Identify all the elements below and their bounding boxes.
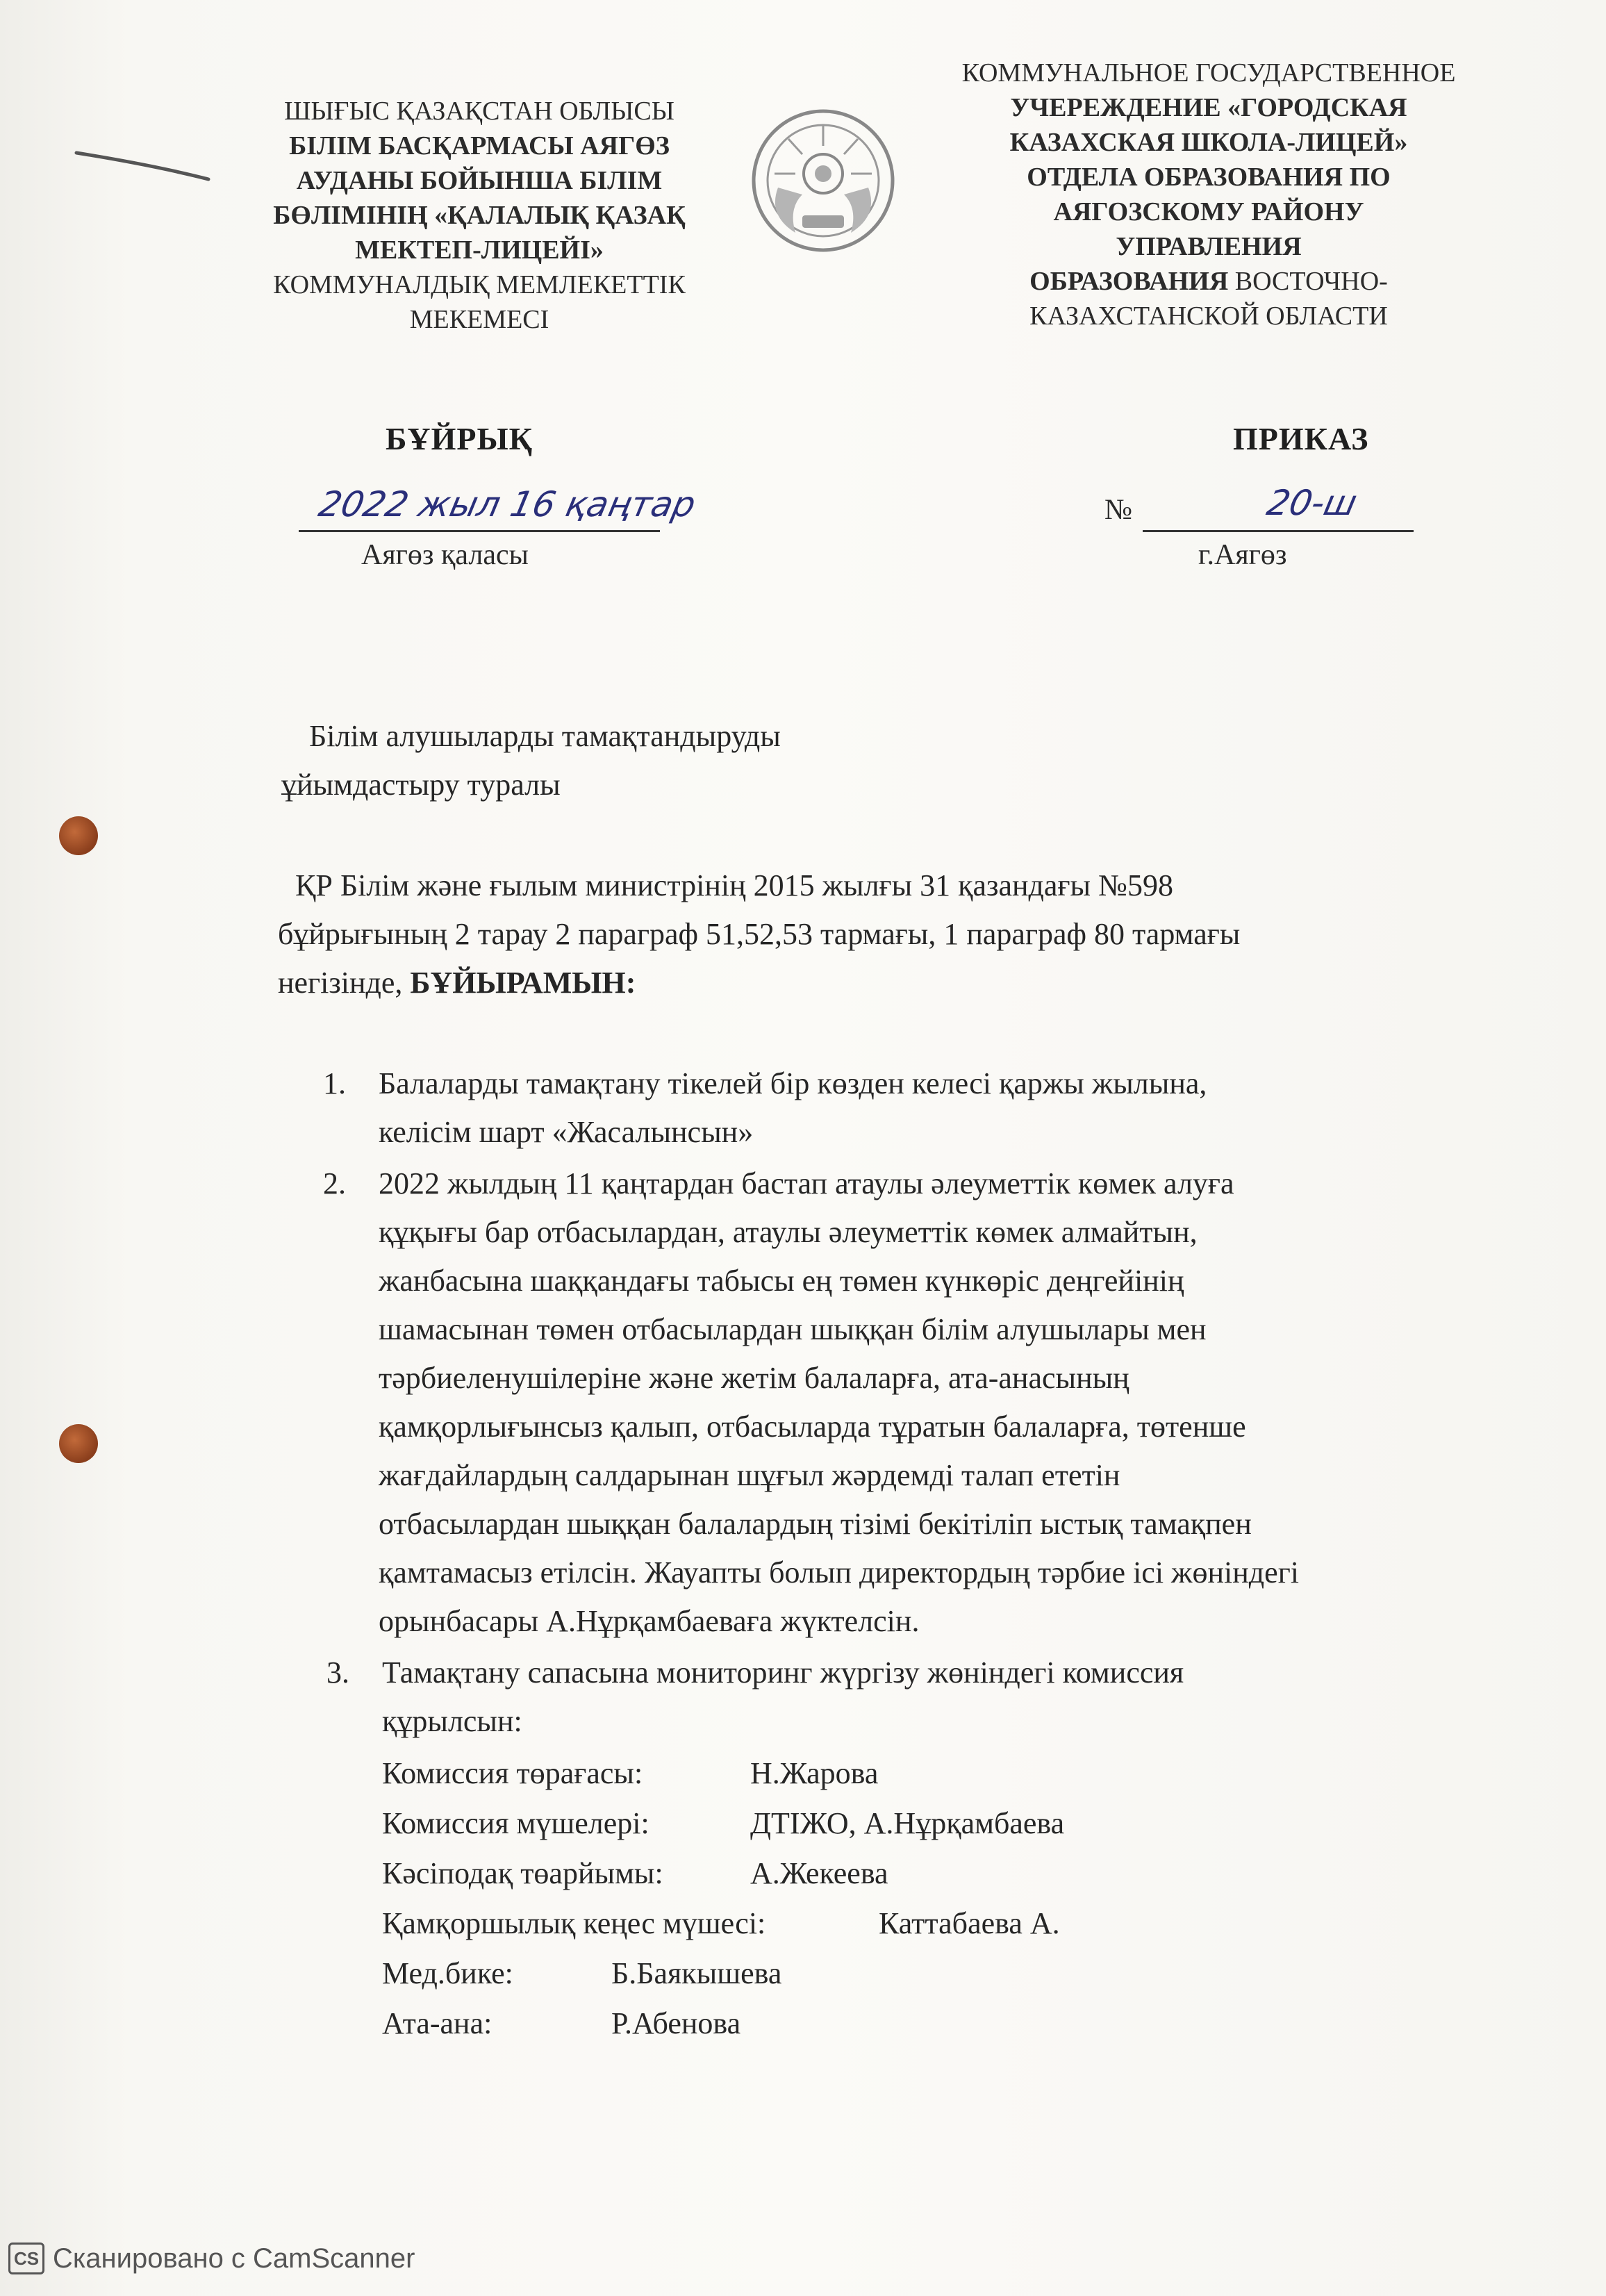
commission-row [382,1899,1573,1949]
header-left-line-1: ШЫҒЫС ҚАЗАҚСТАН ОБЛЫСЫ [284,97,674,126]
preamble-line-3-text: негізінде, [278,966,411,1000]
header-right-ru [903,56,1514,333]
commission-role: Ата-ана: [382,2006,492,2040]
commission-row [382,1799,1573,1849]
header-right-line-5: АЯГОЗСКОМУ РАЙОНУ [1053,197,1364,226]
commission-members [382,1749,1573,2049]
preamble-line-2: бұйрығының 2 тарау 2 параграф 51,52,53 тармағы, 1 параграф 80 тармағы [278,917,1241,951]
header-left-line-6: КОММУНАЛДЫҚ МЕМЛЕКЕТТІК [273,270,686,299]
preamble-directive: БҰЙЫРАМЫН: [410,966,636,1000]
order-item-line: 2022 жылдың 11 қаңтардан бастап атаулы әлеуметтік көмек алуға [379,1166,1234,1200]
order-item-line: жанбасына шаққандағы табысы ең төмен күнкөріс деңгейінің [379,1264,1184,1298]
order-number-field [1143,483,1414,532]
order-item-line: Тамақтану сапасына мониторинг жүргізу жөніндегі комиссия [382,1655,1184,1690]
order-item-line: келісім шарт «Жасалынсын» [379,1115,754,1149]
header-left-line-7: МЕКЕМЕСІ [409,305,549,334]
camscanner-text: Сканировано с CamScanner [53,2243,415,2274]
camscanner-logo: CS [8,2243,44,2274]
commission-role: Комиссия мүшелері: [382,1806,649,1840]
order-item-line: құқығы бар отбасылардан, атаулы әлеуметтік көмек алмайтын, [379,1215,1198,1249]
commission-role: Қамқоршылық кеңес мүшесі: [382,1906,766,1940]
header-right-line-8: КАЗАХСТАНСКОЙ ОБЛАСТИ [1029,302,1388,331]
order-number-handwritten: 20-ш [1263,483,1361,523]
order-item-line: Балаларды тамақтану тікелей бір көзден келесі қаржы жылына, [379,1066,1207,1100]
header-right-line-4: ОТДЕЛА ОБРАЗОВАНИЯ ПО [1027,163,1391,192]
order-item-number: 1. [323,1066,346,1100]
commission-row [382,1999,1573,2049]
commission-role: Комиссия төрағасы: [382,1756,643,1790]
date-handwritten: 2022 жыл 16 қаңтар [315,484,699,525]
order-item-line: тәрбиеленушілеріне және жетім балаларға, ата-анасының [379,1361,1129,1395]
commission-name: Н.Жарова [750,1756,879,1790]
header-right-line-3: КАЗАХСКАЯ ШКОЛА-ЛИЦЕЙ» [1009,128,1408,157]
preamble [278,861,1542,1007]
commission-name: Б.Баякышева [611,1956,782,1990]
order-item-number: 2. [323,1166,346,1200]
order-item-line: орынбасары А.Нұрқамбаеваға жүктелсін. [379,1604,920,1638]
order-item-line: қамқорлығынсыз қалып, отбасыларда тұратын балаларға, төтенше [379,1410,1246,1444]
city-ru: г.Аягөз [1198,539,1287,571]
order-title-ru: ПРИКАЗ [1233,421,1369,456]
header-left-line-3: АУДАНЫ БОЙЫНША БІЛІМ [296,166,663,195]
header-left-line-2: БІЛІМ БАСҚАРМАСЫ АЯГӨЗ [289,131,670,160]
header-right-line-1: КОММУНАЛЬНОЕ ГОСУДАРСТВЕННОЕ [961,58,1456,88]
order-item-line: қамтамасыз етілсін. Жауапты болып директордың тәрбие ісі жөніндегі [379,1555,1299,1589]
order-title-kz: БҰЙРЫҚ [386,421,533,456]
commission-row [382,1949,1573,1999]
order-item-1 [323,1059,1573,1157]
subject-line-1: Білім алушыларды тамақтандыруды [309,719,781,753]
order-item-number: 3. [326,1655,349,1690]
order-item-line: отбасылардан шыққан балалардың тізімі бекітіліп ыстық тамақпен [379,1507,1252,1541]
order-number-prefix: № [1104,494,1133,526]
commission-name: Р.Абенова [611,2006,741,2040]
header-right-line-7 [903,264,1514,299]
commission-row [382,1749,1573,1799]
order-item-line: шамасынан төмен отбасылардан шыққан білім алушылары мен [379,1312,1207,1346]
header-right-line-7-rest: ВОСТОЧНО- [1228,267,1388,296]
header-right-line-2: УЧЕРЕЖДЕНИЕ «ГОРОДСКАЯ [1010,93,1407,122]
subject-line-2: ұйымдастыру туралы [281,768,561,802]
commission-name: Каттабаева А. [879,1906,1060,1940]
header-left-line-4: БӨЛІМІНІҢ «ҚАЛАЛЫҚ ҚАЗАҚ [273,201,686,230]
header-left-line-5: МЕКТЕП-ЛИЦЕЙІ» [355,236,604,265]
commission-name: ДТІЖО, А.Нұрқамбаева [750,1806,1065,1840]
header-right-line-7-bold: ОБРАЗОВАНИЯ [1029,267,1229,296]
header-right-line-6: УПРАВЛЕНИЯ [1116,232,1302,261]
pen-stroke-mark [69,139,222,195]
header-left-kz [236,94,722,337]
commission-name: А.Жекеева [750,1856,888,1890]
commission-role: Кәсіподақ төарйымы: [382,1856,663,1890]
preamble-line-3 [278,959,1542,1007]
preamble-line-1: ҚР Білім және ғылым министрінің 2015 жылғы 31 қазандағы №598 [295,868,1174,902]
date-field [299,483,699,532]
city-kz: Аягөз қаласы [361,539,529,571]
order-item-3 [323,1649,1573,2049]
commission-role: Мед.бике: [382,1956,513,1990]
punch-hole-top [59,816,98,855]
order-item-line: жағдайлардың салдарынан шұғыл жәрдемді талап ететін [379,1458,1120,1492]
order-item-line: құрылсын: [382,1704,522,1738]
state-emblem-icon [747,104,900,257]
order-item-2 [323,1159,1573,1646]
commission-row [382,1849,1573,1899]
punch-hole-bottom [59,1424,98,1463]
camscanner-watermark [8,2243,415,2274]
order-items-list [323,1059,1573,2051]
